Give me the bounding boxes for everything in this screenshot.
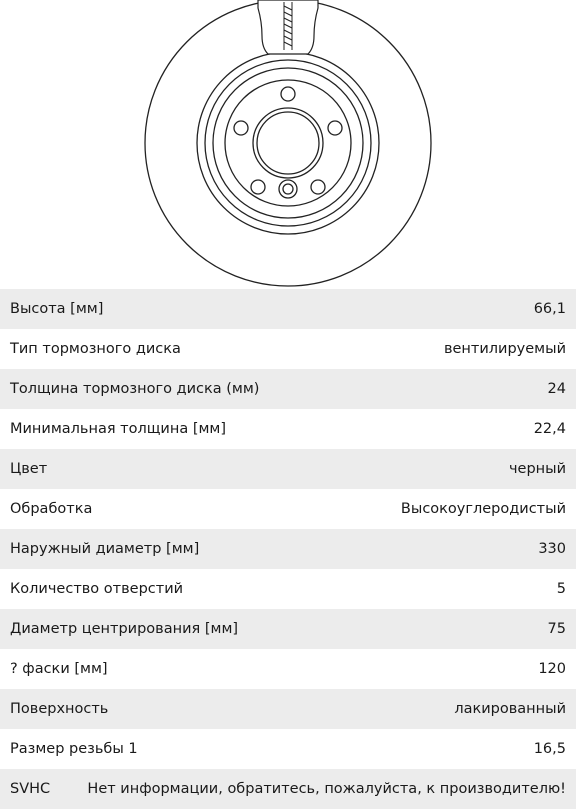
spec-row-hole-count [0, 569, 576, 609]
spec-value: 75 [547, 621, 566, 637]
screw-hole-inner [283, 184, 293, 194]
spec-label: SVHC [10, 781, 51, 797]
spec-value: 24 [547, 381, 566, 397]
spec-label: Тип тормозного диска [10, 341, 181, 357]
spec-value: черный [508, 461, 566, 477]
spec-value: 16,5 [533, 741, 566, 757]
spec-row-height [0, 289, 576, 329]
bolt-hole [251, 180, 265, 194]
spec-row-treatment [0, 489, 576, 529]
spec-row-surface [0, 689, 576, 729]
spec-label: Обработка [10, 501, 93, 517]
center-bore-outer [253, 108, 323, 178]
spec-label: Цвет [10, 461, 48, 477]
center-bore-inner [257, 112, 319, 174]
spec-row-min-thickness [0, 409, 576, 449]
spec-label: Количество отверстий [10, 581, 184, 597]
spec-label: ? фаски [мм] [10, 661, 108, 677]
bolt-hole [328, 121, 342, 135]
spec-row-chamfer [0, 649, 576, 689]
spec-label: Поверхность [10, 701, 109, 717]
spec-row-disc-thickness [0, 369, 576, 409]
spec-value: 66,1 [533, 301, 566, 317]
bolt-hole [281, 87, 295, 101]
spec-row-centering-diameter [0, 609, 576, 649]
spec-value: Высокоуглеродистый [400, 501, 566, 517]
spec-value: 22,4 [533, 421, 566, 437]
hub-outer [225, 80, 351, 206]
brake-disc-drawing [0, 0, 576, 289]
spec-row-disc-type [0, 329, 576, 369]
bolt-hole [311, 180, 325, 194]
spec-label: Минимальная толщина [мм] [10, 421, 227, 437]
spec-label: Наружный диаметр [мм] [10, 541, 200, 557]
spec-value: лакированный [454, 701, 566, 717]
disc-inner-ring-1 [197, 52, 379, 234]
disc-inner-ring-3 [213, 68, 363, 218]
spec-value: вентилируемый [443, 341, 566, 357]
spec-row-svhc [0, 769, 576, 809]
bolt-hole [234, 121, 248, 135]
spec-label: Толщина тормозного диска (мм) [10, 381, 260, 397]
spec-value: 5 [556, 581, 566, 597]
screw-hole-outer [279, 180, 297, 198]
spec-value: Нет информации, обратитесь, пожалуйста, к производителю! [87, 781, 566, 797]
spec-row-color [0, 449, 576, 489]
spec-label: Размер резьбы 1 [10, 741, 138, 757]
spec-value: 330 [538, 541, 566, 557]
specs-table [0, 289, 576, 809]
spec-label: Высота [мм] [10, 301, 104, 317]
brake-disc-icon [0, 0, 576, 289]
spec-row-outer-diameter [0, 529, 576, 569]
spec-row-thread-size [0, 729, 576, 769]
spec-label: Диаметр центрирования [мм] [10, 621, 239, 637]
spec-value: 120 [538, 661, 566, 677]
disc-inner-ring-2 [205, 60, 371, 226]
